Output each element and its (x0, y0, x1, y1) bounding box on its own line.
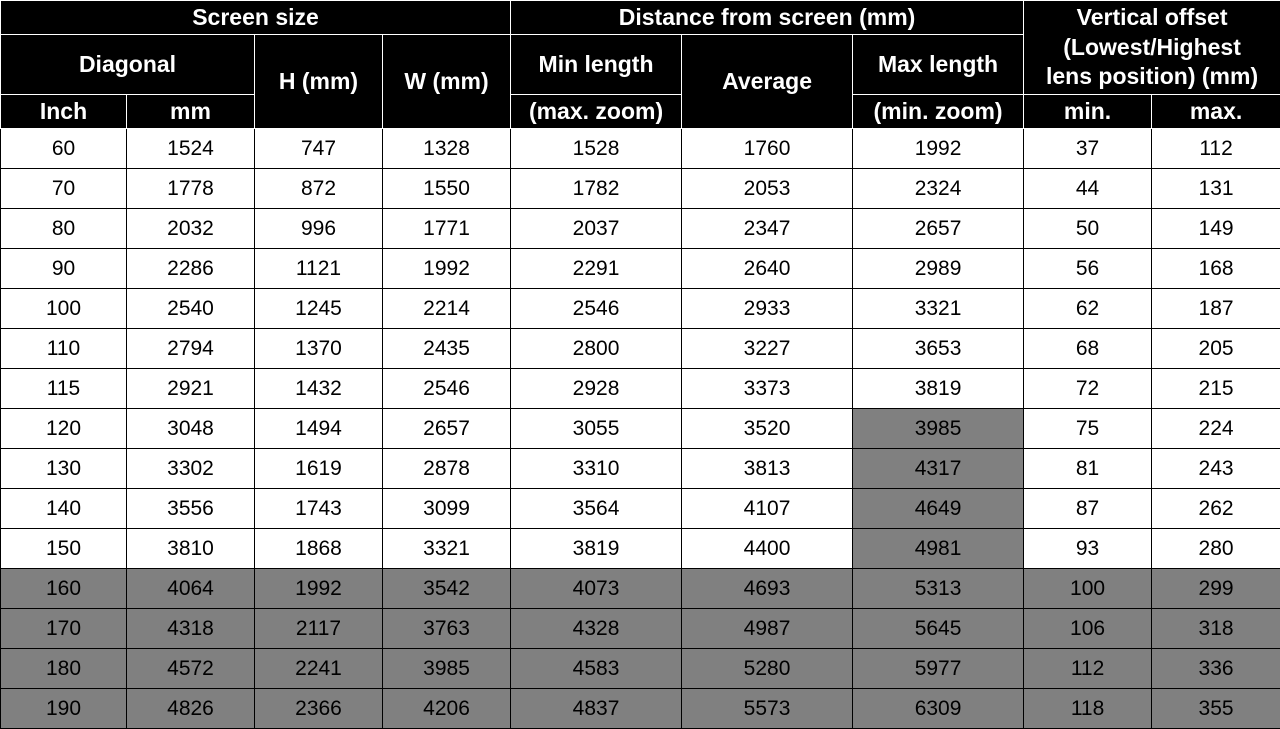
table-row (1, 209, 1280, 249)
cell-mm: 1778 (127, 169, 255, 209)
cell-h: 1432 (255, 369, 383, 409)
cell-max-length: 2989 (853, 249, 1024, 289)
cell-inch: 115 (1, 369, 127, 409)
cell-offset-max: 149 (1152, 209, 1280, 249)
cell-offset-min: 87 (1024, 489, 1152, 529)
header-offset-min: min. (1024, 95, 1152, 129)
cell-average: 4987 (682, 609, 853, 649)
cell-min-length: 2546 (511, 289, 682, 329)
cell-h: 872 (255, 169, 383, 209)
table-row (1, 689, 1280, 729)
table-row (1, 649, 1280, 689)
cell-inch: 160 (1, 569, 127, 609)
header-h-mm: H (mm) (255, 35, 383, 129)
cell-inch: 90 (1, 249, 127, 289)
cell-inch: 60 (1, 129, 127, 169)
cell-inch: 130 (1, 449, 127, 489)
cell-min-length: 2800 (511, 329, 682, 369)
cell-w: 1771 (383, 209, 511, 249)
cell-inch: 150 (1, 529, 127, 569)
table-row (1, 249, 1280, 289)
cell-mm: 4318 (127, 609, 255, 649)
cell-w: 3763 (383, 609, 511, 649)
cell-h: 1370 (255, 329, 383, 369)
table-row (1, 569, 1280, 609)
cell-max-length: 1992 (853, 129, 1024, 169)
vertical-offset-line-1: Vertical offset (1077, 4, 1228, 30)
cell-min-length: 1782 (511, 169, 682, 209)
header-distance: Distance from screen (mm) (511, 1, 1024, 35)
cell-mm: 4572 (127, 649, 255, 689)
cell-min-length: 3055 (511, 409, 682, 449)
cell-h: 2117 (255, 609, 383, 649)
cell-mm: 2032 (127, 209, 255, 249)
cell-mm: 3556 (127, 489, 255, 529)
cell-min-length: 1528 (511, 129, 682, 169)
cell-offset-max: 318 (1152, 609, 1280, 649)
cell-mm: 2794 (127, 329, 255, 369)
cell-average: 5280 (682, 649, 853, 689)
table-row (1, 449, 1280, 489)
cell-average: 2053 (682, 169, 853, 209)
cell-offset-min: 100 (1024, 569, 1152, 609)
cell-average: 4107 (682, 489, 853, 529)
cell-offset-min: 106 (1024, 609, 1152, 649)
table-header (1, 1, 1280, 129)
cell-min-length: 4073 (511, 569, 682, 609)
header-inch: Inch (1, 95, 127, 129)
cell-mm: 2540 (127, 289, 255, 329)
header-max-length: Max length (853, 35, 1024, 95)
cell-average: 3373 (682, 369, 853, 409)
cell-w: 2546 (383, 369, 511, 409)
cell-offset-min: 75 (1024, 409, 1152, 449)
cell-min-length: 2928 (511, 369, 682, 409)
cell-h: 747 (255, 129, 383, 169)
cell-h: 1494 (255, 409, 383, 449)
cell-max-length: 6309 (853, 689, 1024, 729)
cell-max-length: 3819 (853, 369, 1024, 409)
cell-offset-max: 355 (1152, 689, 1280, 729)
cell-w: 1328 (383, 129, 511, 169)
cell-max-length: 4981 (853, 529, 1024, 569)
cell-mm: 3048 (127, 409, 255, 449)
cell-min-length: 2037 (511, 209, 682, 249)
cell-max-length: 3653 (853, 329, 1024, 369)
cell-h: 2241 (255, 649, 383, 689)
header-min-zoom: (min. zoom) (853, 95, 1024, 129)
cell-offset-max: 336 (1152, 649, 1280, 689)
header-mm: mm (127, 95, 255, 129)
cell-w: 2657 (383, 409, 511, 449)
cell-max-length: 2324 (853, 169, 1024, 209)
cell-w: 3542 (383, 569, 511, 609)
table-row (1, 529, 1280, 569)
header-max-zoom: (max. zoom) (511, 95, 682, 129)
header-average: Average (682, 35, 853, 129)
cell-max-length: 2657 (853, 209, 1024, 249)
cell-inch: 100 (1, 289, 127, 329)
cell-offset-max: 205 (1152, 329, 1280, 369)
cell-inch: 170 (1, 609, 127, 649)
cell-w: 1550 (383, 169, 511, 209)
cell-offset-min: 44 (1024, 169, 1152, 209)
cell-offset-max: 299 (1152, 569, 1280, 609)
cell-offset-min: 112 (1024, 649, 1152, 689)
table-row (1, 609, 1280, 649)
cell-w: 3099 (383, 489, 511, 529)
cell-w: 3985 (383, 649, 511, 689)
cell-offset-min: 50 (1024, 209, 1152, 249)
header-min-length: Min length (511, 35, 682, 95)
header-offset-max: max. (1152, 95, 1280, 129)
cell-max-length: 3985 (853, 409, 1024, 449)
cell-max-length: 3321 (853, 289, 1024, 329)
header-diagonal: Diagonal (1, 35, 255, 95)
cell-mm: 2286 (127, 249, 255, 289)
cell-average: 3520 (682, 409, 853, 449)
table-row (1, 289, 1280, 329)
table-row (1, 169, 1280, 209)
cell-average: 2640 (682, 249, 853, 289)
cell-mm: 4064 (127, 569, 255, 609)
cell-w: 1992 (383, 249, 511, 289)
cell-offset-min: 72 (1024, 369, 1152, 409)
cell-w: 2435 (383, 329, 511, 369)
cell-w: 2214 (383, 289, 511, 329)
cell-mm: 1524 (127, 129, 255, 169)
cell-inch: 120 (1, 409, 127, 449)
cell-average: 3227 (682, 329, 853, 369)
cell-offset-max: 224 (1152, 409, 1280, 449)
cell-inch: 180 (1, 649, 127, 689)
cell-max-length: 5645 (853, 609, 1024, 649)
cell-h: 1743 (255, 489, 383, 529)
cell-min-length: 3564 (511, 489, 682, 529)
cell-h: 1619 (255, 449, 383, 489)
table-row (1, 129, 1280, 169)
cell-inch: 140 (1, 489, 127, 529)
cell-average: 2933 (682, 289, 853, 329)
cell-w: 2878 (383, 449, 511, 489)
header-w-mm: W (mm) (383, 35, 511, 129)
cell-offset-max: 168 (1152, 249, 1280, 289)
cell-average: 4693 (682, 569, 853, 609)
cell-min-length: 4583 (511, 649, 682, 689)
cell-offset-min: 56 (1024, 249, 1152, 289)
cell-w: 3321 (383, 529, 511, 569)
cell-min-length: 4837 (511, 689, 682, 729)
cell-max-length: 4317 (853, 449, 1024, 489)
cell-offset-min: 37 (1024, 129, 1152, 169)
cell-h: 1992 (255, 569, 383, 609)
cell-average: 3813 (682, 449, 853, 489)
cell-min-length: 2291 (511, 249, 682, 289)
cell-max-length: 5313 (853, 569, 1024, 609)
cell-offset-min: 62 (1024, 289, 1152, 329)
cell-offset-max: 187 (1152, 289, 1280, 329)
cell-mm: 3302 (127, 449, 255, 489)
vertical-offset-line-3: lens position) (mm) (1046, 63, 1258, 89)
cell-mm: 3810 (127, 529, 255, 569)
vertical-offset-line-2: (Lowest/Highest (1063, 34, 1241, 60)
cell-mm: 4826 (127, 689, 255, 729)
cell-h: 1868 (255, 529, 383, 569)
cell-inch: 70 (1, 169, 127, 209)
cell-offset-min: 93 (1024, 529, 1152, 569)
cell-h: 996 (255, 209, 383, 249)
cell-w: 4206 (383, 689, 511, 729)
cell-h: 1121 (255, 249, 383, 289)
cell-min-length: 3310 (511, 449, 682, 489)
cell-offset-min: 81 (1024, 449, 1152, 489)
header-screen-size: Screen size (1, 1, 511, 35)
cell-inch: 110 (1, 329, 127, 369)
cell-h: 1245 (255, 289, 383, 329)
table-body (1, 129, 1280, 729)
cell-average: 5573 (682, 689, 853, 729)
cell-max-length: 5977 (853, 649, 1024, 689)
cell-offset-max: 262 (1152, 489, 1280, 529)
header-vertical-offset (1024, 1, 1280, 95)
cell-min-length: 3819 (511, 529, 682, 569)
cell-max-length: 4649 (853, 489, 1024, 529)
cell-offset-max: 243 (1152, 449, 1280, 489)
table-row (1, 489, 1280, 529)
cell-offset-max: 112 (1152, 129, 1280, 169)
table-row (1, 369, 1280, 409)
cell-h: 2366 (255, 689, 383, 729)
cell-min-length: 4328 (511, 609, 682, 649)
cell-offset-min: 68 (1024, 329, 1152, 369)
cell-average: 4400 (682, 529, 853, 569)
cell-inch: 190 (1, 689, 127, 729)
cell-offset-max: 215 (1152, 369, 1280, 409)
cell-mm: 2921 (127, 369, 255, 409)
table-row (1, 329, 1280, 369)
table-row (1, 409, 1280, 449)
cell-average: 1760 (682, 129, 853, 169)
cell-offset-min: 118 (1024, 689, 1152, 729)
cell-inch: 80 (1, 209, 127, 249)
cell-average: 2347 (682, 209, 853, 249)
cell-offset-max: 131 (1152, 169, 1280, 209)
cell-offset-max: 280 (1152, 529, 1280, 569)
